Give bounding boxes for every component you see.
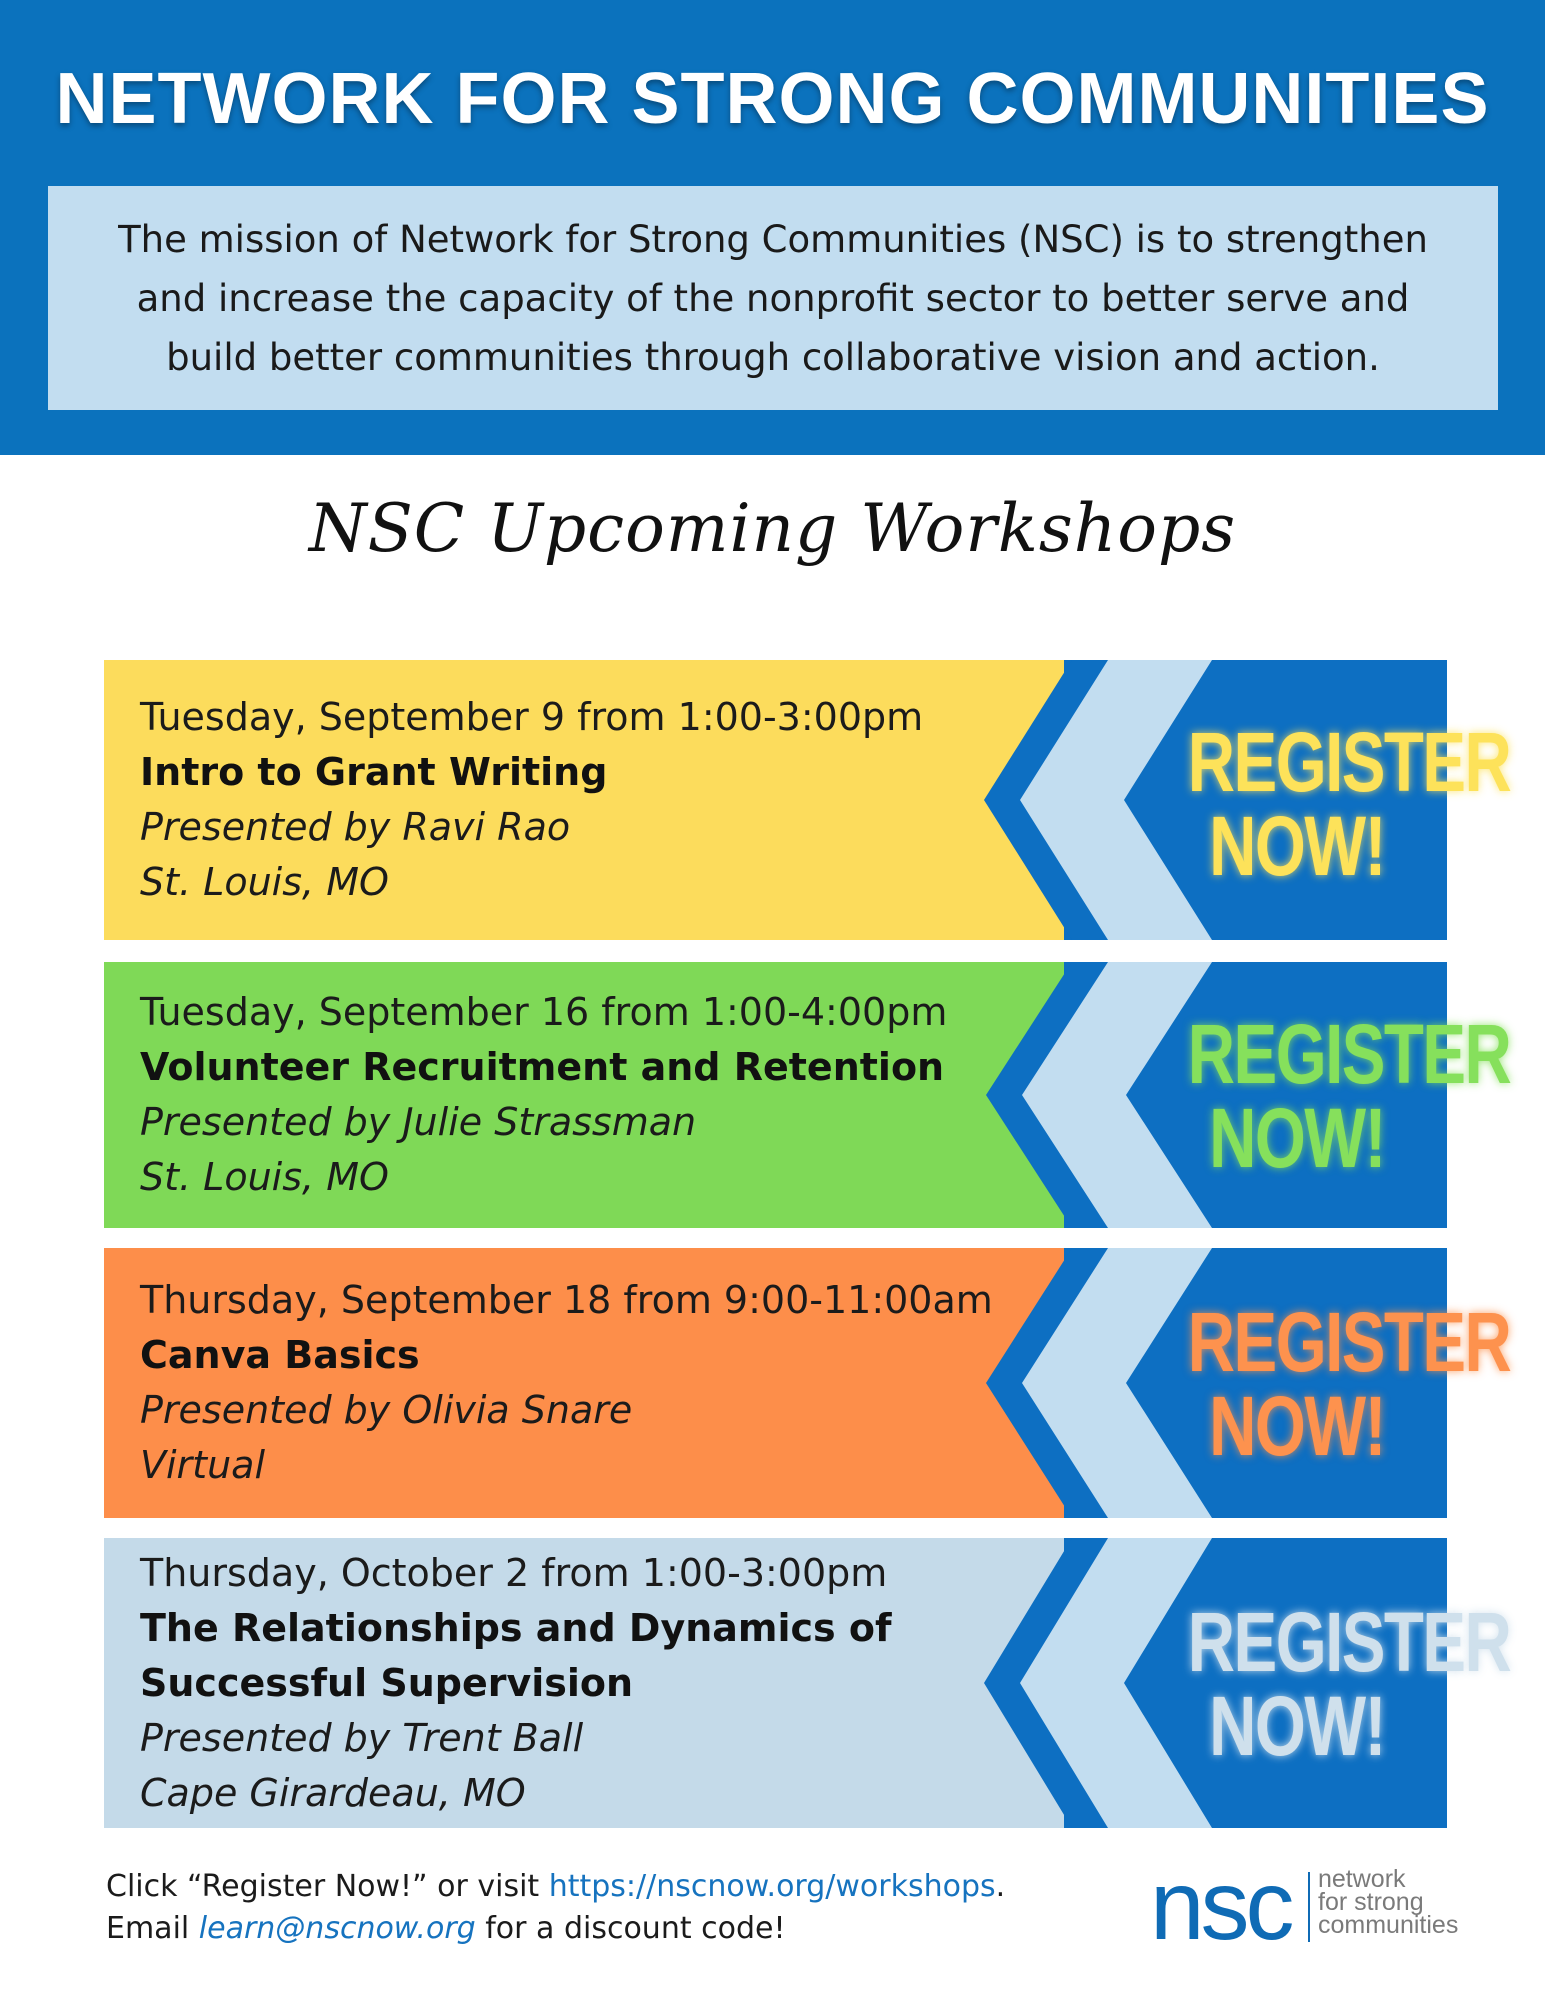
workshop-location: St. Louis, MO	[140, 860, 389, 904]
mission-box	[48, 186, 1498, 410]
footer-prefix: Click “Register Now!” or visit	[106, 1869, 549, 1904]
logo-mark: nsc	[1150, 1850, 1291, 1960]
footer-line-1	[106, 1866, 1005, 1908]
workshop-presenter: Presented by Ravi Rao	[140, 805, 571, 849]
logo-line: communities	[1318, 1911, 1459, 1939]
workshop-date: Tuesday, September 9 from 1:00-3:00pm	[140, 695, 924, 739]
workshops-link[interactable]: https://nscnow.org/workshops	[548, 1869, 996, 1904]
logo-wordmark	[1318, 1865, 1459, 1939]
workshop-title: Intro to Grant Writing	[140, 750, 608, 794]
workshop-info	[140, 660, 1027, 940]
logo-line: for strong	[1318, 1888, 1424, 1916]
workshop-card-4	[104, 1538, 1511, 1828]
header-banner	[0, 0, 1545, 455]
page-title: NETWORK FOR STRONG COMMUNITIES	[55, 59, 1490, 139]
workshop-location: St. Louis, MO	[140, 1155, 389, 1199]
workshop-card-2	[104, 962, 1511, 1228]
email-link[interactable]: learn@nscnow.org	[198, 1911, 476, 1946]
section-title: NSC Upcoming Workshops	[308, 490, 1237, 567]
footer-suffix: for a discount code!	[475, 1911, 786, 1946]
workshop-date: Tuesday, September 16 from 1:00-4:00pm	[140, 990, 948, 1034]
workshop-card-1	[104, 660, 1511, 940]
workshop-card-3	[104, 1248, 1511, 1518]
logo-divider	[1308, 1872, 1310, 1942]
workshop-date: Thursday, September 18 from 9:00-11:00am	[140, 1278, 993, 1322]
workshop-info	[140, 962, 1027, 1228]
workshop-location: Virtual	[140, 1443, 266, 1487]
workshop-title: Volunteer Recruitment and Retention	[140, 1045, 945, 1089]
footer-text	[106, 1866, 1005, 1950]
workshop-date: Thursday, October 2 from 1:00-3:00pm	[140, 1550, 888, 1595]
logo-line: network	[1318, 1865, 1406, 1893]
footer-suffix: .	[995, 1869, 1006, 1904]
footer-line-2	[106, 1908, 1005, 1950]
register-now-button[interactable]: REGISTER NOW!	[1187, 1295, 1511, 1473]
mission-statement: The mission of Network for Strong Communities (NSC) is to strengthen and increase the capacity of the nonprofit sector to better serve and build better communities through collaborative vision and action.	[118, 217, 1428, 379]
workshop-location: Cape Girardeau, MO	[140, 1770, 526, 1815]
workshop-info	[140, 1538, 1027, 1828]
workshop-presenter: Presented by Trent Ball	[140, 1715, 584, 1760]
workshop-presenter: Presented by Julie Strassman	[140, 1100, 697, 1144]
register-now-button[interactable]: REGISTER NOW!	[1187, 1595, 1511, 1773]
register-now-button[interactable]: REGISTER NOW!	[1187, 1007, 1511, 1185]
register-now-button[interactable]: REGISTER NOW!	[1187, 715, 1511, 893]
workshop-title: The Relationships and Dynamics of Successful Supervision	[140, 1605, 892, 1705]
footer-prefix: Email	[106, 1911, 199, 1946]
workshop-presenter: Presented by Olivia Snare	[140, 1388, 633, 1432]
workshop-info	[140, 1248, 1027, 1518]
workshop-title: Canva Basics	[140, 1333, 420, 1377]
nsc-logo	[1150, 1850, 1470, 1960]
